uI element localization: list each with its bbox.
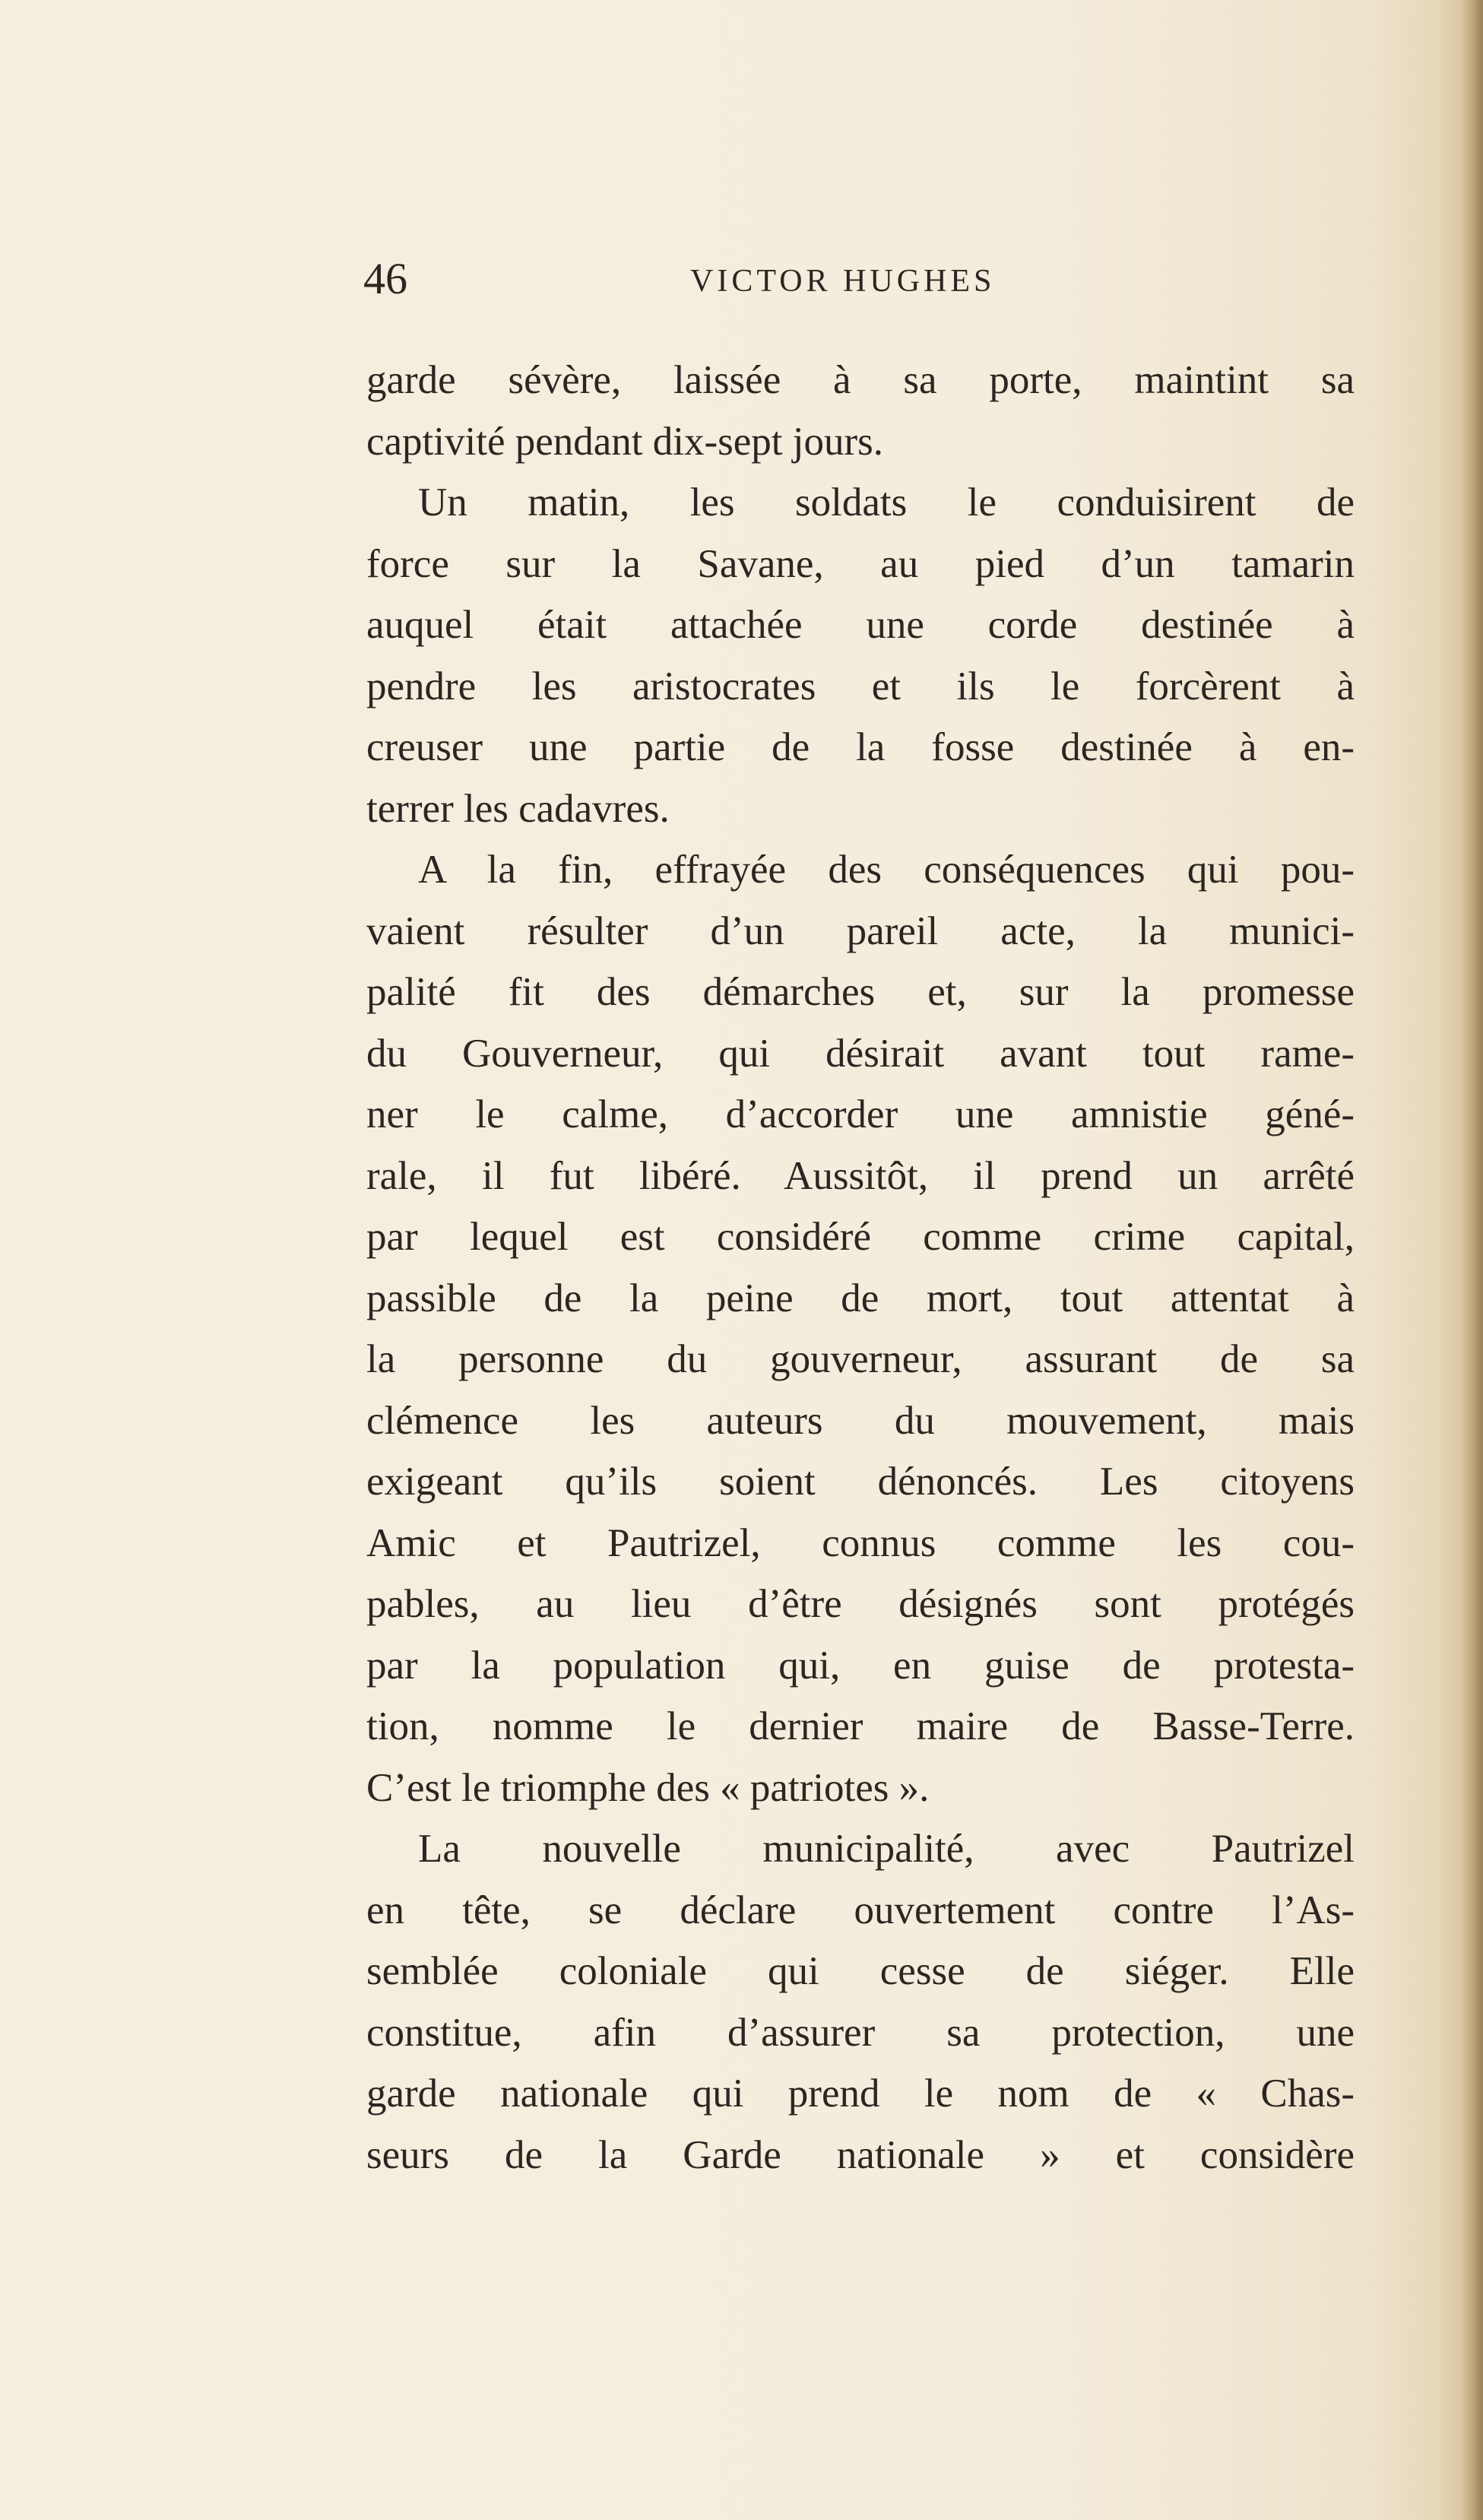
text-line: par la population qui, en guise de protesta- [366, 1643, 1355, 1688]
text-line: Amic et Pautrizel, connus comme les cou- [366, 1520, 1355, 1565]
text-line: en tête, se déclare ouvertement contre l’As- [366, 1888, 1355, 1932]
text-line: passible de la peine de mort, tout attentat à [366, 1276, 1355, 1320]
text-line: du Gouverneur, qui désirait avant tout rame- [366, 1031, 1355, 1076]
page-number: 46 [363, 254, 407, 303]
text-line: semblée coloniale qui cesse de siéger. Elle [366, 1949, 1355, 1993]
text-line: ner le calme, d’accorder une amnistie géné- [366, 1092, 1355, 1136]
text-line: pables, au lieu d’être désignés sont protégés [366, 1582, 1355, 1626]
text-line: pendre les aristocrates et ils le forcèrent à [366, 664, 1355, 708]
text-line: la personne du gouverneur, assurant de sa [366, 1337, 1355, 1381]
running-title: VICTOR HUGHES [690, 264, 996, 299]
text-line: rale, il fut libéré. Aussitôt, il prend un arrêté [366, 1153, 1355, 1198]
text-line: tion, nomme le dernier maire de Basse-Terre. [366, 1704, 1355, 1748]
text-line: constitue, afin d’assurer sa protection, une [366, 2010, 1355, 2055]
text-line: A la fin, effrayée des conséquences qui pou- [418, 848, 1355, 892]
text-line: C’est le triomphe des « patriotes ». [366, 1765, 930, 1810]
text-line: garde nationale qui prend le nom de « Chas- [366, 2071, 1355, 2116]
text-line: vaient résulter d’un pareil acte, la munici- [366, 908, 1355, 953]
text-line: force sur la Savane, au pied d’un tamarin [366, 541, 1355, 586]
text-line: palité fit des démarches et, sur la promesse [366, 970, 1355, 1014]
page-edge-shadow [1462, 0, 1483, 2520]
text-line: Un matin, les soldats le conduisirent de [418, 480, 1355, 525]
text-line: exigeant qu’ils soient dénoncés. Les citoyens [366, 1460, 1355, 1504]
running-head [363, 252, 1351, 306]
text-line: seurs de la Garde nationale » et considère [366, 2132, 1355, 2177]
text-line: captivité pendant dix-sept jours. [366, 419, 883, 464]
text-line: garde sévère, laissée à sa porte, maintint sa [366, 358, 1355, 402]
text-line: auquel était attachée une corde destinée à [366, 603, 1355, 647]
text-line: terrer les cadavres. [366, 786, 670, 831]
text-line: par lequel est considéré comme crime capital, [366, 1215, 1355, 1259]
body-text [366, 350, 1355, 2186]
text-line: clémence les auteurs du mouvement, mais [366, 1398, 1355, 1443]
text-line: creuser une partie de la fosse destinée à en- [366, 725, 1355, 769]
text-line: La nouvelle municipalité, avec Pautrizel [418, 1827, 1355, 1871]
